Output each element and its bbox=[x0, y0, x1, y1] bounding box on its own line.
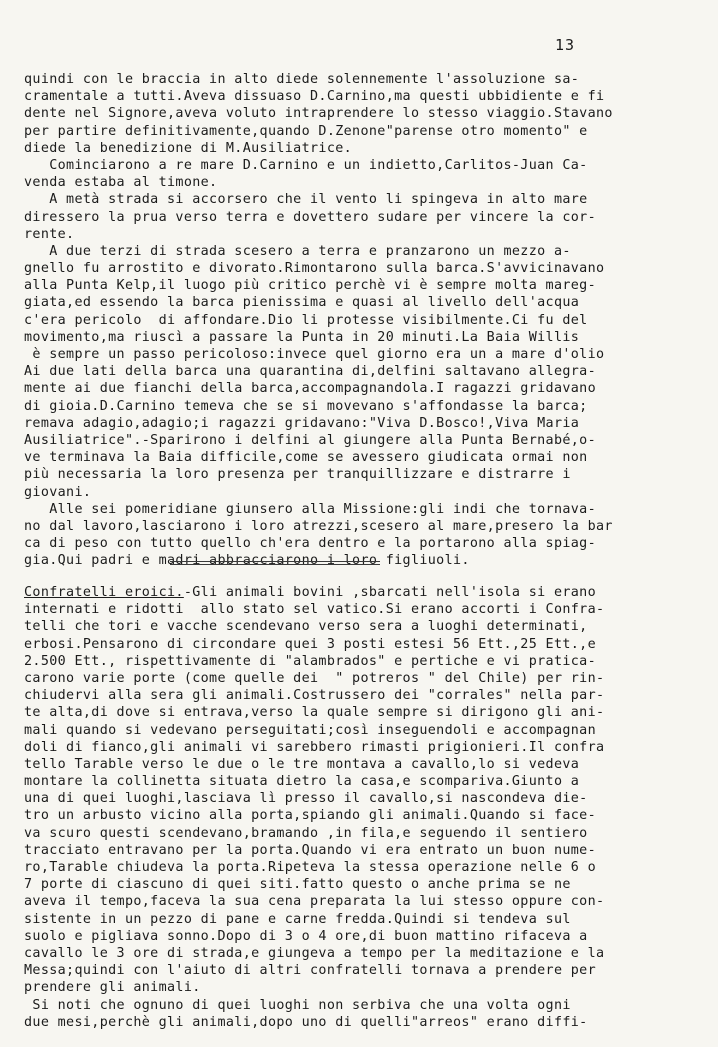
text-line: ca di peso con tutto quello ch'era dentro e la portarono alla spiag- bbox=[24, 536, 597, 552]
text-line: venda estaba al timone. bbox=[24, 175, 218, 191]
text-line: carono varie porte (come quelle dei " potreros " del Chile) per rin- bbox=[24, 670, 605, 686]
text-line: 7 porte di ciascuno di quei siti.fatto questo o anche prima se ne bbox=[24, 877, 571, 893]
text-line: alla Punta Kelp,il luogo più critico perchè vi è sempre molta mareg- bbox=[24, 278, 597, 294]
text-line: rente. bbox=[24, 226, 75, 242]
text-line: diede la benedizione di M.Ausiliatrice. bbox=[24, 140, 353, 156]
text-line: è sempre un passo pericoloso:invece quel giorno era un a mare d'olio bbox=[24, 347, 605, 362]
text-line: diressero la prua verso terra e dovettero sudare per vincere la cor- bbox=[24, 209, 597, 225]
text-line: Ausiliatrice".-Sparirono i delfini al giungere alla Punta Bernabé,o- bbox=[24, 432, 597, 448]
text-line: quindi con le braccia in alto diede solennemente l'assoluzione sa- bbox=[24, 72, 580, 87]
page-number: 13 bbox=[555, 36, 576, 54]
text-line: va scuro questi scendevano,bramando ,in fila,e seguendo il sentiero bbox=[24, 825, 588, 841]
paragraph-confratelli-eroici bbox=[24, 584, 694, 1031]
text-line: tracciato entravano per la porta.Quando vi era entrato un buon nume- bbox=[24, 842, 597, 858]
section-heading: Confratelli eroici. bbox=[24, 585, 184, 600]
text-line: internati e ridotti allo stato sel vatico.Si erano accorti i Confra- bbox=[24, 602, 605, 618]
text-line: due mesi,perchè gli animali,dopo uno di quelli"arreos" erano diffi- bbox=[24, 1014, 588, 1030]
text-line: suolo e pigliava sonno.Dopo di 3 o 4 ore,di buon mattino rifaceva a bbox=[24, 928, 588, 944]
text-line: te alta,di dove si entrava,verso la quale sempre si dirigono gli ani- bbox=[24, 705, 605, 721]
text-line: aveva il tempo,faceva la sua cena preparata la lui stesso oppure con- bbox=[24, 894, 605, 910]
text-line: tello Tarable verso le due o le tre montava a cavallo,lo si vedeva bbox=[24, 756, 580, 772]
text-line: di gioia.D.Carnino temeva che se si movevano s'affondasse la barca; bbox=[24, 398, 588, 414]
text-line: mali quando si vedevano perseguitati;così inseguendoli e accompagnan bbox=[24, 722, 597, 738]
text-line: cavallo le 3 ore di strada,e giungeva a tempo per la meditazione e la bbox=[24, 945, 605, 961]
text-line: Alle sei pomeridiane giunsero alla Missione:gli indi che tornava- bbox=[24, 501, 597, 517]
text-line: Si noti che ognuno di quei luoghi non serbiva che una volta ogni bbox=[24, 997, 571, 1013]
text-line: doli di fianco,gli animali vi sarebbero rimasti prigionieri.Il confra bbox=[24, 739, 605, 755]
text-line: più necessaria la loro presenza per tranquillizzare e distrarre i bbox=[24, 467, 571, 483]
text-line: 2.500 Ett., rispettivamente di "alambrados" e pertiche e vi pratica- bbox=[24, 653, 597, 669]
text-line: mente ai due fianchi della barca,accompagnandola.I ragazzi gridavano bbox=[24, 381, 597, 397]
text-line: Cominciarono a re mare D.Carnino e un indietto,Carlitos-Juan Ca- bbox=[24, 157, 588, 173]
text-line: giovani. bbox=[24, 484, 92, 500]
text-line bbox=[24, 584, 694, 601]
text-line: gnello fu arrostito e divorato.Rimontarono sulla barca.S'avvicinavano bbox=[24, 261, 605, 277]
text-line: erbosi.Pensarono di circondare quei 3 posti estesi 56 Ett.,25 Ett.,e bbox=[24, 636, 597, 652]
text-line: tro un arbusto vicino alla porta,spiando gli animali.Quando si face- bbox=[24, 808, 597, 824]
text-line: A due terzi di strada scesero a terra e pranzarono un mezzo a- bbox=[24, 243, 571, 259]
text-line: ve terminava la Baia difficile,come se avessero giudicata ormai non bbox=[24, 450, 588, 466]
text-line: montare la collinetta situata dietro la casa,e scompariva.Giunto a bbox=[24, 774, 580, 790]
section-divider bbox=[170, 561, 380, 565]
text-line: movimento,ma riuscì a passare la Punta in 20 minuti.La Baia Willis bbox=[24, 329, 580, 345]
text-line: c'era pericolo di affondare.Dio li protesse visibilmente.Ci fu del bbox=[24, 312, 588, 328]
text-line: ro,Tarable chiudeva la porta.Ripeteva la stessa operazione nelle 6 o bbox=[24, 860, 597, 875]
text-line: no dal lavoro,lasciarono i loro atrezzi,scesero al mare,presero la bar bbox=[24, 518, 613, 534]
text-line: chiudervi alla sera gli animali.Costrussero dei "corrales" nella par- bbox=[24, 688, 605, 704]
text-line: per partire definitivamente,quando D.Zenone"parense otro momento" e bbox=[24, 123, 588, 139]
text-line: sistente in un pezzo di pane e carne fredda.Quindi si tendeva sul bbox=[24, 911, 571, 927]
text-line: dente nel Signore,aveva voluto intraprendere lo stesso viaggio.Stavano bbox=[24, 106, 613, 122]
text-line: A metà strada si accorsero che il vento li spingeva in alto mare bbox=[24, 192, 588, 208]
text-line: remava adagio,adagio;i ragazzi gridavano:"Viva D.Bosco!,Viva Maria bbox=[24, 415, 580, 431]
text-line: Ai due lati della barca una quarantina di,delfini saltavano allegra- bbox=[24, 364, 597, 380]
text-line: cramentale a tutti.Aveva dissuaso D.Carnino,ma questi ubbidiente e fi bbox=[24, 89, 605, 105]
text-line: prendere gli animali. bbox=[24, 980, 201, 996]
text-line: gia.Qui padri e madri abbracciarono i loro figliuoli. bbox=[24, 553, 470, 569]
text-line: una di quei luoghi,lasciava lì presso il cavallo,si nascondeva die- bbox=[24, 791, 588, 807]
heading-line-rest: -Gli animali bovini ,sbarcati nell'isola si erano bbox=[183, 585, 597, 600]
paragraph-boat-journey bbox=[24, 71, 694, 569]
text-line: Messa;quindi con l'aiuto di altri confratelli tornava a prendere per bbox=[24, 963, 597, 979]
text-line: telli che tori e vacche scendevano verso sera a luoghi determinati, bbox=[24, 619, 588, 635]
text-line: giata,ed essendo la barca pienissima e quasi al livello dell'acqua bbox=[24, 295, 580, 311]
